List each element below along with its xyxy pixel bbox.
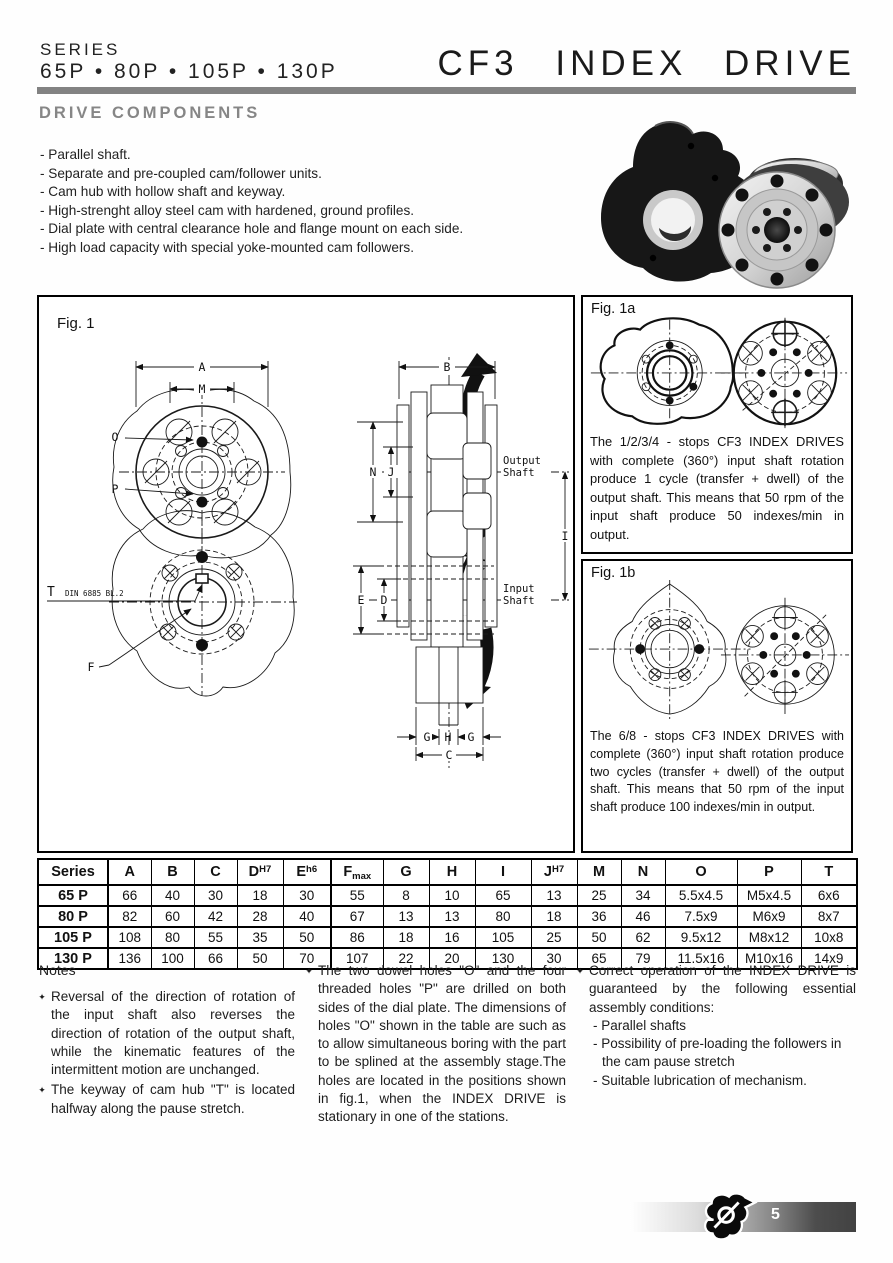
fig1a-drawing [583, 311, 851, 429]
table-cell: 25 [577, 885, 621, 906]
fig1b-label: Fig. 1b [591, 565, 636, 581]
table-header-cell: A [108, 859, 151, 885]
table-cell: 10 [429, 885, 475, 906]
table-cell: 30 [283, 885, 331, 906]
table-cell: 8x7 [801, 906, 857, 927]
note-text: Reversal of the direction of rotation of the input shaft also reverses the direction of rotation of the output shaft, while the kinematic features of the intermittent motion are unchanged. [51, 989, 295, 1078]
svg-text:Output: Output [503, 455, 541, 467]
table-cell: 65 [577, 948, 621, 969]
table-cell: 50 [577, 927, 621, 948]
table-cell: 108 [108, 927, 151, 948]
fig1-dim-I [558, 472, 569, 600]
svg-text:N: N [369, 465, 377, 479]
output-shaft-label [501, 453, 551, 479]
table-row [38, 885, 857, 906]
bullet-icon: ✦ [576, 966, 584, 976]
table-cell: 36 [577, 906, 621, 927]
page-number: 5 [771, 1206, 781, 1223]
fig1a-caption: The 1/2/3/4 - stops CF3 INDEX DRIVES with complete (360°) input shaft rotation produce 1 cycle (transfer + dwell) of the output shaft. This means that 50 rpm of the input shaft produce 50 indexes/min in output. [590, 434, 844, 542]
table-cell: 13 [531, 885, 577, 906]
table-cell: 65 [475, 885, 531, 906]
drive-components-heading: DRIVE COMPONENTS [39, 104, 261, 122]
note-item [37, 988, 295, 1079]
table-cell: 11.5x16 [665, 948, 737, 969]
fig1-label: Fig. 1 [57, 315, 95, 332]
table-header-cell: $F_{max}$ [331, 859, 383, 885]
table-cell: 34 [621, 885, 665, 906]
svg-text:D: D [380, 593, 388, 607]
table-cell: 79 [621, 948, 665, 969]
note-item [37, 1081, 295, 1118]
table-header-cell: G [383, 859, 429, 885]
table-cell: 60 [151, 906, 194, 927]
svg-text:H: H [444, 730, 452, 744]
svg-text:G: G [467, 730, 475, 744]
product-photo [595, 118, 860, 290]
table-header-cell: P [737, 859, 801, 885]
table-cell: 30 [531, 948, 577, 969]
feature-item: - High-strenght alloy steel cam with hardened, ground profiles. [40, 202, 415, 218]
table-row [38, 906, 857, 927]
table-cell: 22 [383, 948, 429, 969]
brand-logo-icon [700, 1190, 758, 1242]
svg-text:M: M [198, 382, 206, 396]
table-cell: 7.5x9 [665, 906, 737, 927]
table-cell: 8 [383, 885, 429, 906]
page-title: CF3 INDEX DRIVE [437, 44, 856, 83]
fig1-dim-M [170, 382, 234, 403]
note-item [575, 962, 856, 1090]
fig1-side-view [369, 357, 569, 769]
table-header-cell: B [151, 859, 194, 885]
svg-text:Shaft: Shaft [503, 595, 535, 607]
table-cell: 30 [194, 885, 237, 906]
bullet-icon: ✦ [305, 966, 313, 976]
table-cell: 28 [237, 906, 283, 927]
svg-text:Input: Input [503, 583, 535, 595]
svg-text:G: G [423, 730, 431, 744]
table-cell: 40 [283, 906, 331, 927]
svg-text:E: E [357, 593, 365, 607]
fig1b-caption: The 6/8 - stops CF3 INDEX DRIVES with complete (360°) input shaft rotation produce two cycles (transfer + dwell) of the output shaft. This means that 50 rpm of the input shaft produce 100 indexes/min in output. [590, 729, 844, 815]
notes-column-1 [37, 962, 295, 1129]
table-row [38, 927, 857, 948]
table-cell: 62 [621, 927, 665, 948]
fig1-label-F [88, 609, 191, 674]
table-cell: 25 [531, 927, 577, 948]
series-models: 65P • 80P • 105P • 130P [40, 60, 338, 83]
table-header-cell: $J^{H7}$ [531, 859, 577, 885]
table-header-cell: M [577, 859, 621, 885]
table-header-cell: O [665, 859, 737, 885]
table-cell: 42 [194, 906, 237, 927]
svg-text:P: P [111, 482, 119, 496]
feature-item: - Cam hub with hollow shaft and keyway. [40, 184, 286, 199]
svg-text:J: J [387, 465, 395, 479]
table-cell: 13 [429, 906, 475, 927]
table-cell: 80 [151, 927, 194, 948]
fig1a-label: Fig. 1a [591, 301, 636, 317]
series-cell: 65 P [38, 885, 108, 906]
fig1a-cam [591, 318, 749, 426]
svg-text:A: A [198, 360, 206, 374]
features-list [40, 146, 580, 257]
note-sub-item: - Parallel shafts [593, 1017, 687, 1033]
note-text: The keyway of cam hub "T" is located halfway along the pause stretch. [51, 1082, 295, 1116]
svg-text:T: T [47, 585, 55, 600]
table-cell: 130 [475, 948, 531, 969]
table-header-cell: H [429, 859, 475, 885]
svg-text:Shaft: Shaft [503, 467, 535, 479]
table-cell: 136 [108, 948, 151, 969]
note-item [304, 962, 566, 1127]
notes-title: Notes [39, 962, 76, 978]
table-cell: 18 [531, 906, 577, 927]
table-cell: 66 [194, 948, 237, 969]
table-header-cell: $E^{h6}$ [283, 859, 331, 885]
svg-text:B: B [443, 360, 451, 374]
feature-item: - Separate and pre-coupled cam/follower units. [40, 165, 322, 181]
table-cell: 70 [283, 948, 331, 969]
table-cell: 18 [237, 885, 283, 906]
fig1-panel [37, 295, 575, 853]
notes-column-2 [304, 962, 566, 1129]
bullet-icon: ✦ [38, 1085, 46, 1096]
note-sub-item: - Suitable lubrication of mechanism. [593, 1072, 807, 1088]
table-header-row [38, 859, 857, 885]
note-text: Correct operation of the INDEX DRIVE is guaranteed by the following essential assembly conditions: - Parallel shafts - Possibility of pre-loading the followers in the cam pause stretch - Suitable lubrication of mechanism. [589, 962, 856, 1090]
table-cell: 13 [383, 906, 429, 927]
fig1b-panel [581, 559, 853, 853]
series-cell: 80 P [38, 906, 108, 927]
table-cell: 80 [475, 906, 531, 927]
series-cell: 130 P [38, 948, 108, 969]
table-cell: 55 [331, 885, 383, 906]
fig1b-plate [721, 598, 849, 716]
note-sub-item: - Possibility of pre-loading the followers in the cam pause stretch [593, 1036, 842, 1070]
table-cell: 10x8 [801, 927, 857, 948]
table-header-cell: T [801, 859, 857, 885]
table-cell: 5.5x4.5 [665, 885, 737, 906]
table-cell: 107 [331, 948, 383, 969]
table-cell: M6x9 [737, 906, 801, 927]
table-cell: 9.5x12 [665, 927, 737, 948]
table-cell: 82 [108, 906, 151, 927]
svg-text:DIN 6885 BL.2: DIN 6885 BL.2 [65, 589, 124, 598]
table-cell: 50 [283, 927, 331, 948]
svg-text:O: O [111, 430, 119, 444]
fig1-dim-C [416, 747, 483, 762]
table-cell: 6x6 [801, 885, 857, 906]
header-rule [37, 87, 856, 94]
fig1a-plate [721, 318, 847, 428]
table-cell: 20 [429, 948, 475, 969]
table-header-cell: Series [38, 859, 108, 885]
input-shaft-label [501, 581, 551, 607]
table-cell: 105 [475, 927, 531, 948]
series-label: SERIES [40, 40, 121, 59]
table-cell: 46 [621, 906, 665, 927]
fig1-drawing [39, 297, 569, 847]
table-body [38, 885, 857, 969]
table-cell: 35 [237, 927, 283, 948]
svg-text:C: C [445, 748, 453, 762]
notes-column-3 [575, 962, 856, 1129]
series-cell: 105 P [38, 927, 108, 948]
table-cell: 67 [331, 906, 383, 927]
table-header-cell: C [194, 859, 237, 885]
table-cell: 18 [383, 927, 429, 948]
table-cell: M10x16 [737, 948, 801, 969]
feature-item: - Dial plate with central clearance hole and flange mount on each side. [40, 221, 464, 236]
fig1a-panel [581, 295, 853, 554]
svg-text:I: I [561, 529, 569, 543]
table-cell: 86 [331, 927, 383, 948]
table-cell: 40 [151, 885, 194, 906]
table-cell: M5x4.5 [737, 885, 801, 906]
table-cell: 66 [108, 885, 151, 906]
table-cell: M8x12 [737, 927, 801, 948]
fig1b-drawing [583, 577, 851, 725]
feature-item: - High load capacity with special yoke-mounted cam followers. [40, 239, 414, 255]
table-cell: 55 [194, 927, 237, 948]
table-cell: 14x9 [801, 948, 857, 969]
svg-text:F: F [87, 660, 95, 674]
table-cell: 100 [151, 948, 194, 969]
note-text: The two dowel holes "O" and the four threaded holes "P" are drilled on both sides of the dial plate. The dimensions of holes "O" shown in the table are such as to allow simultaneous boring with the part to be splined at the assembly stage.The holes are located in the positions shown in fig.1, when the INDEX DRIVE is stationary in one of the stations. [318, 963, 566, 1125]
table-header-cell: I [475, 859, 531, 885]
fig1b-cam [589, 580, 751, 722]
feature-item: - Parallel shaft. [40, 147, 131, 162]
fig1-label-O [112, 430, 193, 444]
table-cell: 16 [429, 927, 475, 948]
notes-section [37, 962, 856, 1129]
table-header-cell: $D^{H7}$ [237, 859, 283, 885]
table-header-cell: N [621, 859, 665, 885]
bullet-icon: ✦ [38, 992, 46, 1002]
dimensions-table [37, 858, 858, 970]
table-cell: 50 [237, 948, 283, 969]
